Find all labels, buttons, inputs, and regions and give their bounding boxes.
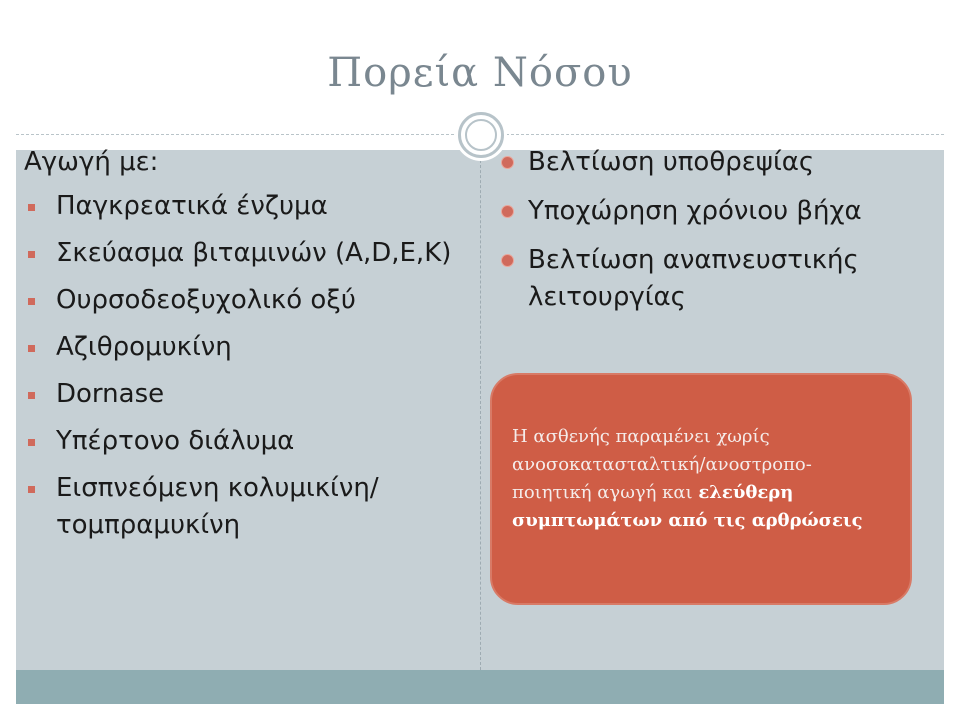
dot-bullet-icon <box>502 255 513 266</box>
list-item <box>24 376 454 413</box>
list-item-text: Σκεύασμα βιταμινών (A,D,E,K) <box>56 238 452 268</box>
list-item-text: Βελτίωση υποθρεψίας <box>528 147 815 177</box>
list-item <box>498 242 918 316</box>
column-divider <box>480 150 481 670</box>
callout-box <box>490 373 912 605</box>
callout-text: Η ασθενής παραμένει χωρίς ανοσοκατασταλτική/ανοστροπο-ποιητική αγωγή και <box>512 426 812 503</box>
list-item <box>498 144 918 181</box>
list-item-text: Dornase <box>56 379 165 409</box>
square-bullet-icon <box>28 251 35 258</box>
slide-title: Πορεία Νόσου <box>327 50 633 96</box>
footer-bar <box>16 670 944 704</box>
left-column <box>24 144 454 554</box>
square-bullet-icon <box>28 486 35 493</box>
square-bullet-icon <box>28 439 35 446</box>
circle-inner-ring <box>465 119 497 151</box>
square-bullet-icon <box>28 345 35 352</box>
list-item-text: Αζιθρομυκίνη <box>56 332 232 362</box>
list-item <box>24 329 454 366</box>
dot-bullet-icon <box>502 206 513 217</box>
list-item-text: Βελτίωση αναπνευστικής λειτουργίας <box>528 245 859 312</box>
list-item-text: Εισπνεόμενη κολυμικίνη/τομπραμυκίνη <box>56 473 379 540</box>
list-item <box>24 282 454 319</box>
dot-bullet-icon <box>502 157 513 168</box>
list-item-text: Παγκρεατικά ένζυμα <box>56 191 328 221</box>
square-bullet-icon <box>28 392 35 399</box>
list-item-text: Υπέρτονο διάλυμα <box>56 426 295 456</box>
list-item <box>24 188 454 225</box>
treatment-heading: Αγωγή με: <box>24 147 159 177</box>
right-column <box>498 144 918 328</box>
square-bullet-icon <box>28 204 35 211</box>
list-item <box>24 235 454 272</box>
list-item <box>498 193 918 230</box>
square-bullet-icon <box>28 298 35 305</box>
list-item-text: Υποχώρηση χρόνιου βήχα <box>528 196 862 226</box>
list-item <box>24 470 454 544</box>
callout-bold-text: ελεύθερη συμπτωμάτων από τις αρθρώσεις <box>512 482 863 531</box>
list-item-text: Ουρσοδεοξυχολικό οξύ <box>56 285 356 315</box>
list-item <box>24 423 454 460</box>
